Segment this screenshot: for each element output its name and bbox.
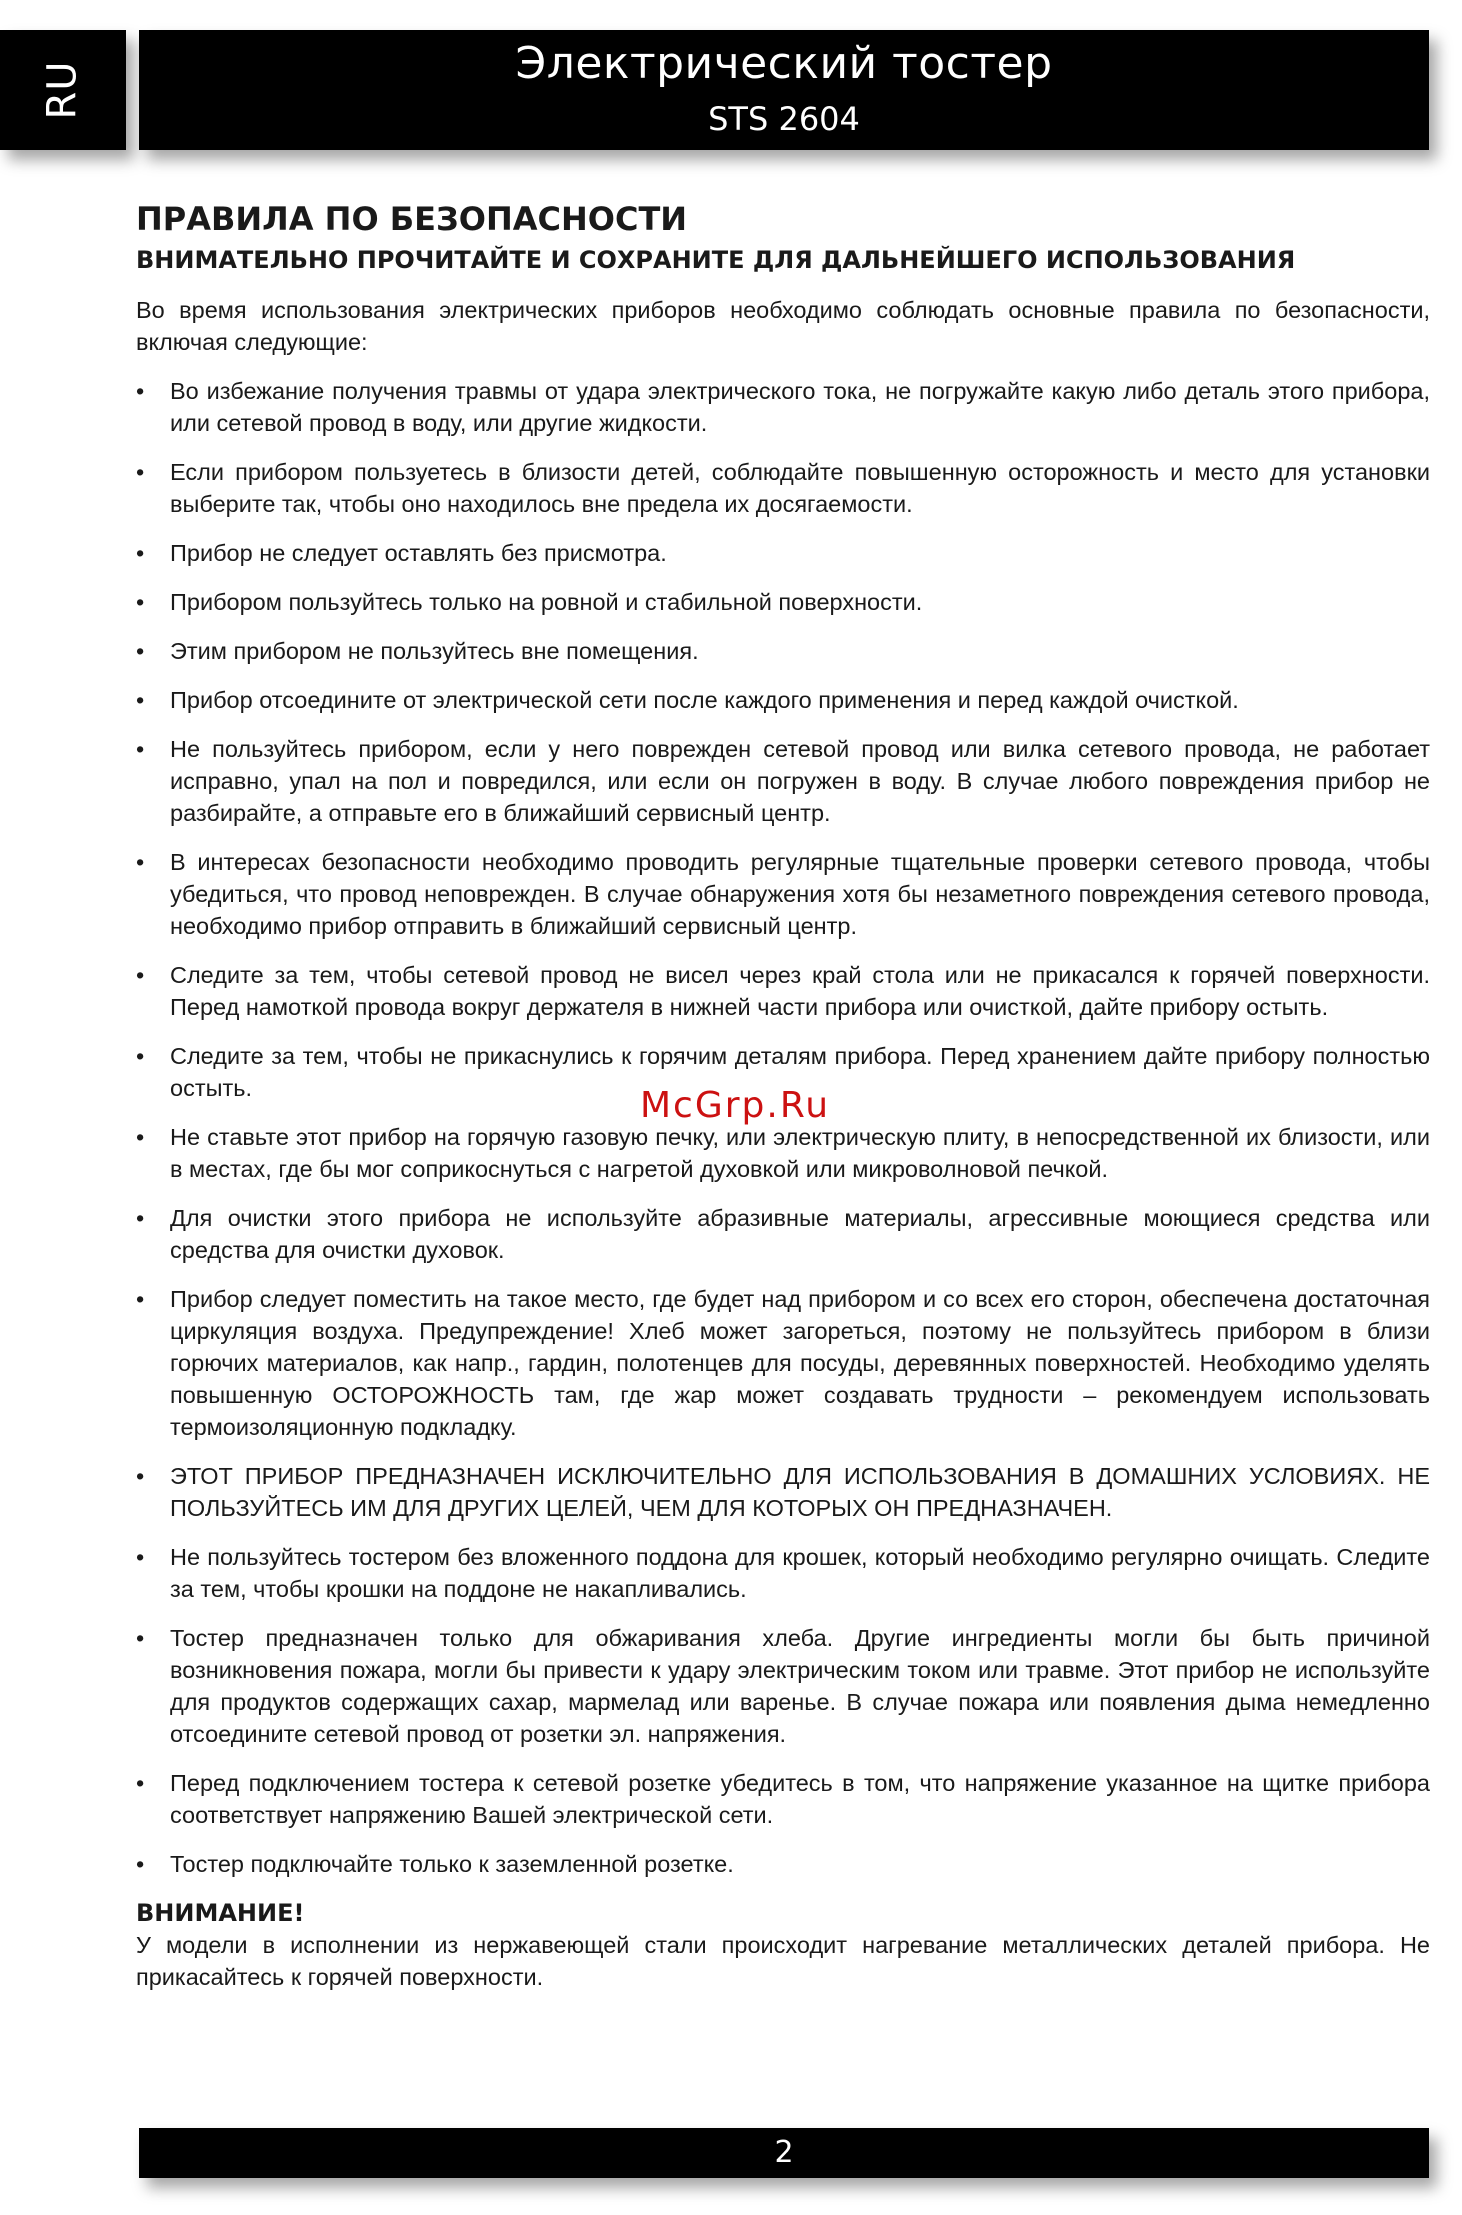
list-item: • Следите за тем, чтобы не прикаснулись к горячим деталям прибора. Перед хранением дайте прибору полностью остыть. xyxy=(136,1040,1430,1104)
list-item: • Прибором пользуйтесь только на ровной и стабильной поверхности. xyxy=(136,586,1430,618)
warning-text: У модели в исполнении из нержавеющей стали происходит нагревание металлических деталей прибора. Не прикасайтесь к горячей поверхности. xyxy=(136,1932,1430,1990)
product-model: STS 2604 xyxy=(708,100,860,138)
list-item: • Перед подключением тостера к сетевой розетке убедитесь в том, что напряжение указанное на щитке прибора соответствует напряжению Вашей электрической сети. xyxy=(136,1767,1430,1831)
product-title: Электрический тостер xyxy=(515,38,1053,89)
list-item: • ЭТОТ ПРИБОР ПРЕДНАЗНАЧЕН ИСКЛЮЧИТЕЛЬНО ДЛЯ ИСПОЛЬЗОВАНИЯ В ДОМАШНИХ УСЛОВИЯХ. НЕ ПОЛЬЗУЙТЕСЬ ИМ ДЛЯ ДРУГИХ ЦЕЛЕЙ, ЧЕМ ДЛЯ КОТОРЫХ ОН ПРЕДНАЗНАЧЕН. xyxy=(136,1460,1430,1524)
list-item: • Не пользуйтесь прибором, если у него поврежден сетевой провод или вилка сетевого провода, не работает исправно, упал на пол и повредился, или если он погружен в воду. В случае любого повреждения прибор не разбирайте, а отправьте его в ближайший сервисный центр. xyxy=(136,733,1430,829)
list-item: • Следите за тем, чтобы сетевой провод не висел через край стола или не прикасался к горячей поверхности. Перед намоткой провода вокруг держателя в нижней части прибора или очисткой, дайте прибору остыть. xyxy=(136,959,1430,1023)
list-item: • Не пользуйтесь тостером без вложенного поддона для крошек, который необходимо регулярно очищать. Следите за тем, чтобы крошки на поддоне не накапливались. xyxy=(136,1541,1430,1605)
list-item: • Не ставьте этот прибор на горячую газовую печку, или электрическую плиту, в непосредственной их близости, или в местах, где бы мог соприкоснуться с нагретой духовкой или микроволновой печкой. xyxy=(136,1121,1430,1185)
watermark-text: McGrp.Ru xyxy=(640,1085,831,1126)
safety-rules-list xyxy=(136,375,1430,1880)
intro-paragraph: Во время использования электрических приборов необходимо соблюдать основные правила по безопасности, включая следующие: xyxy=(136,297,1430,355)
list-item: • Для очистки этого прибора не используйте абразивные материалы, агрессивные моющиеся средства или средства для очистки духовок. xyxy=(136,1202,1430,1266)
list-item: • Тостер подключайте только к заземленной розетке. xyxy=(136,1848,1430,1880)
list-item: • Прибор следует поместить на такое место, где будет над прибором и со всех его сторон, обеспечена достаточная циркуляция воздуха. Предупреждение! Хлеб может загореться, поэтому не пользуйтесь прибором в близи горючих материалов, как напр., гардин, полотенцев для посуды, деревянных поверхностей. Необходимо уделять повышенную ОСТОРОЖНОСТЬ там, где жар может создавать трудности – рекомендуем использовать термоизоляционную подкладку. xyxy=(136,1283,1430,1443)
warning-title: ВНИМАНИЕ! xyxy=(136,1899,305,1927)
list-item: • Во избежание получения травмы от удара электрического тока, не погружайте какую либо деталь этого прибора, или сетевой провод в воду, или другие жидкости. xyxy=(136,375,1430,439)
language-label: RU xyxy=(39,60,86,120)
language-tab xyxy=(0,30,126,150)
section-subtitle: ВНИМАТЕЛЬНО ПРОЧИТАЙТЕ И СОХРАНИТЕ ДЛЯ ДАЛЬНЕЙШЕГО ИСПОЛЬЗОВАНИЯ xyxy=(136,246,1296,274)
footer-bar xyxy=(139,2128,1429,2178)
list-item: • Прибор не следует оставлять без присмотра. xyxy=(136,537,1430,569)
header-bar xyxy=(139,30,1429,150)
list-item: • Если прибором пользуетесь в близости детей, соблюдайте повышенную осторожность и место для установки выберите так, чтобы оно находилось вне предела их досягаемости. xyxy=(136,456,1430,520)
list-item: • Тостер предназначен только для обжаривания хлеба. Другие ингредиенты могли бы быть причиной возникновения пожара, могли бы привести к удару электрическим током или травме. Этот прибор не используйте для продуктов содержащих сахар, мармелад или варенье. В случае пожара или появления дыма немедленно отсоедините сетевой провод от розетки эл. напряжения. xyxy=(136,1622,1430,1750)
list-item: • Прибор отсоедините от электрической сети после каждого применения и перед каждой очисткой. xyxy=(136,684,1430,716)
section-title: ПРАВИЛА ПО БЕЗОПАСНОСТИ xyxy=(136,200,688,238)
page-number: 2 xyxy=(774,2135,794,2170)
list-item: • В интересах безопасности необходимо проводить регулярные тщательные проверки сетевого провода, чтобы убедиться, что провод неповрежден. В случае обнаружения хотя бы незаметного повреждения сетевого провода, необходимо прибор отправить в ближайший сервисный центр. xyxy=(136,846,1430,942)
list-item: • Этим прибором не пользуйтесь вне помещения. xyxy=(136,635,1430,667)
